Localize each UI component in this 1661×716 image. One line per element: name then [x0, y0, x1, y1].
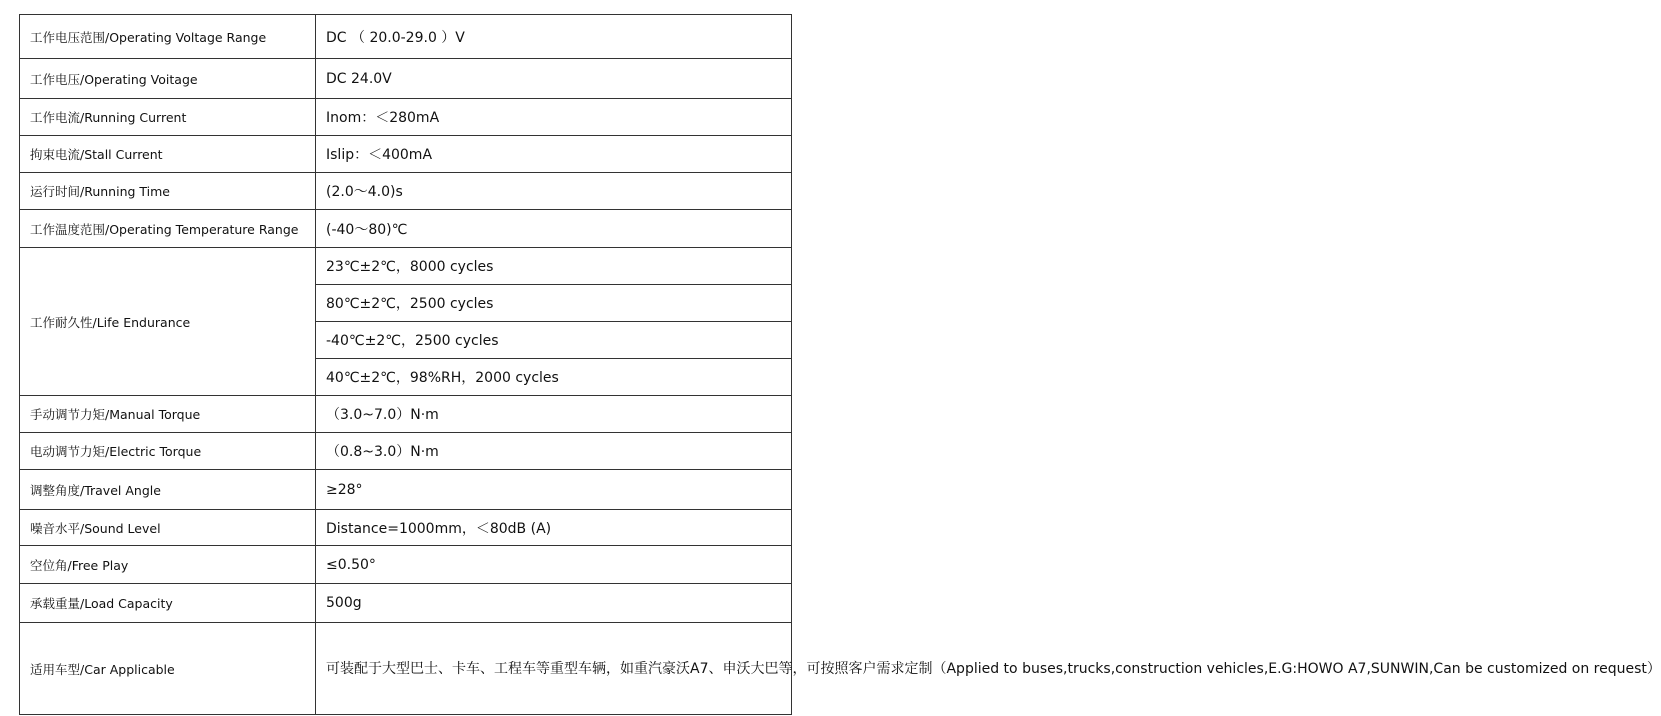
spec-value: DC 24.0V	[316, 59, 792, 99]
spec-label: 工作电流/Running Current	[20, 99, 316, 136]
spec-label: 手动调节力矩/Manual Torque	[20, 396, 316, 433]
spec-value: DC （ 20.0-29.0 ）V	[316, 15, 792, 59]
table-row	[20, 546, 792, 584]
spec-value: 80℃±2℃，2500 cycles	[316, 285, 792, 322]
table-row	[20, 510, 792, 546]
table-row	[20, 248, 792, 285]
table-row	[20, 136, 792, 173]
spec-value: (2.0～4.0)s	[316, 173, 792, 210]
spec-value: 23℃±2℃，8000 cycles	[316, 248, 792, 285]
spec-value: ≥28°	[316, 470, 792, 510]
spec-value: (-40～80)℃	[316, 210, 792, 248]
table-row	[20, 433, 792, 470]
spec-value: Distance=1000mm，＜80dB (A)	[316, 510, 792, 546]
table-row	[20, 173, 792, 210]
spec-value: ≤0.50°	[316, 546, 792, 584]
spec-value: Islip：＜400mA	[316, 136, 792, 173]
spec-value: Inom：＜280mA	[316, 99, 792, 136]
table-row	[20, 623, 792, 715]
specification-table	[19, 14, 1661, 715]
spec-value: 40℃±2℃，98%RH，2000 cycles	[316, 359, 792, 396]
spec-label: 适用车型/Car Applicable	[20, 623, 316, 715]
table-row	[20, 15, 792, 59]
table-row	[20, 59, 792, 99]
spec-label: 电动调节力矩/Electric Torque	[20, 433, 316, 470]
spec-label: 承载重量/Load Capacity	[20, 584, 316, 623]
spec-label: 工作电压/Operating Voitage	[20, 59, 316, 99]
table-row	[20, 396, 792, 433]
spec-label: 工作电压范围/Operating Voltage Range	[20, 15, 316, 59]
spec-value: 500g	[316, 584, 792, 623]
table-row	[20, 470, 792, 510]
table-row	[20, 210, 792, 248]
spec-label: 工作耐久性/Life Endurance	[20, 248, 316, 396]
table-row	[20, 584, 792, 623]
spec-value: （0.8~3.0）N·m	[316, 433, 792, 470]
spec-value: （3.0~7.0）N·m	[316, 396, 792, 433]
spec-value: -40℃±2℃，2500 cycles	[316, 322, 792, 359]
spec-label: 调整角度/Travel Angle	[20, 470, 316, 510]
spec-label: 噪音水平/Sound Level	[20, 510, 316, 546]
table-row	[20, 99, 792, 136]
spec-label: 工作温度范围/Operating Temperature Range	[20, 210, 316, 248]
spec-label: 空位角/Free Play	[20, 546, 316, 584]
spec-label: 拘束电流/Stall Current	[20, 136, 316, 173]
spec-value: 可装配于大型巴士、卡车、工程车等重型车辆，如重汽豪沃A7、申沃大巴等，可按照客户需求定制（Applied to buses,trucks,construction vehicles,E.G:HOWO A7,SUNWIN,Can be customized on request）	[316, 623, 792, 715]
spec-label: 运行时间/Running Time	[20, 173, 316, 210]
